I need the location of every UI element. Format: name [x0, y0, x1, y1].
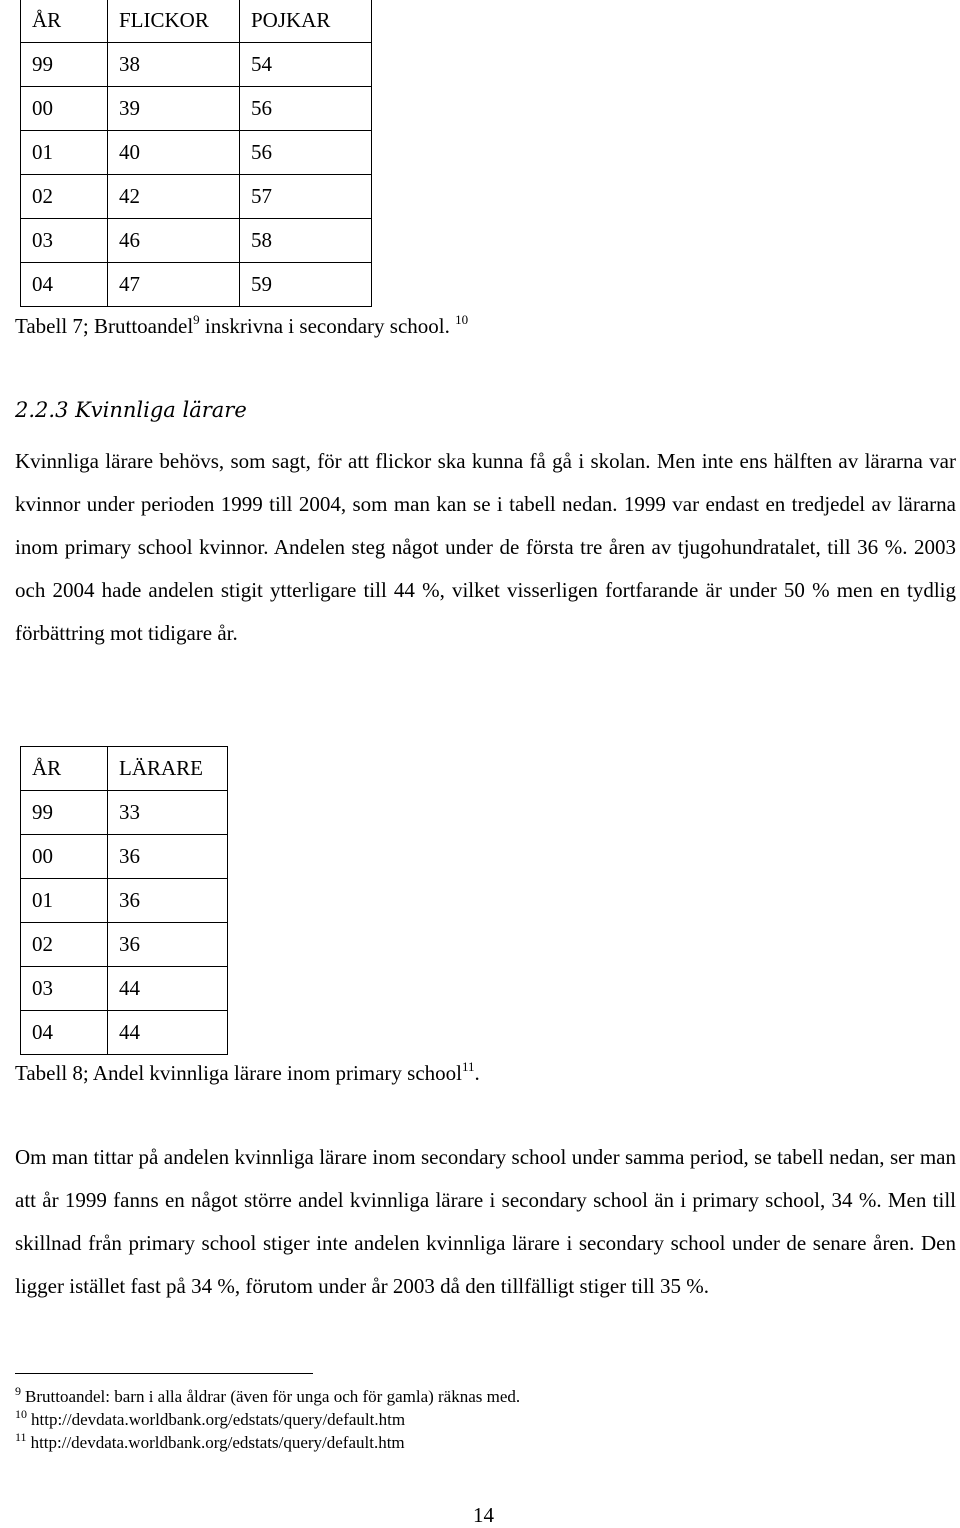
- table-row: [21, 1011, 228, 1055]
- table-header-cell: FLICKOR: [108, 0, 240, 43]
- table-row: [21, 263, 372, 307]
- footnote-ref[interactable]: 9: [193, 312, 200, 327]
- table-cell: 01: [21, 131, 108, 175]
- table-cell: 00: [21, 87, 108, 131]
- table-cell: 99: [21, 43, 108, 87]
- table-cell: 44: [108, 967, 228, 1011]
- teachers-table: [20, 746, 228, 1055]
- table-row: [21, 131, 372, 175]
- table-cell: 57: [240, 175, 372, 219]
- table-header-cell: POJKAR: [240, 0, 372, 43]
- body-paragraph: Om man tittar på andelen kvinnliga lärare inom secondary school under samma period, se tabell nedan, ser man att år 1999 fanns en något större andel kvinnliga lärare i secondary school än i primary school, 34 %. Men till skillnad från primary school stiger inte andelen kvinnliga lärare i secondary school under de senare åren. Den ligger istället fast på 34 %, förutom under år 2003 då den tillfälligt stiger till 35 %.: [15, 1145, 956, 1298]
- caption-text: Tabell 7; Bruttoandel: [15, 314, 194, 338]
- footnote-ref[interactable]: 11: [462, 1059, 475, 1074]
- table-cell: 56: [240, 87, 372, 131]
- footnote-number: 11: [15, 1430, 27, 1444]
- page-number: 14: [473, 1503, 494, 1527]
- table-header-cell: LÄRARE: [108, 747, 228, 791]
- footnote-ref[interactable]: 10: [455, 312, 469, 327]
- table-header-row: [21, 0, 372, 43]
- table-cell: 02: [21, 175, 108, 219]
- table-caption: [15, 314, 468, 339]
- table-row: [21, 219, 372, 263]
- table-cell: 33: [108, 791, 228, 835]
- footnote-link[interactable]: http://devdata.worldbank.org/edstats/query/default.htm: [30, 1433, 405, 1452]
- table-cell: 44: [108, 1011, 228, 1055]
- table-cell: 36: [108, 923, 228, 967]
- footnote-separator: [15, 1373, 313, 1374]
- table-cell: 36: [108, 879, 228, 923]
- footnote: [15, 1430, 405, 1453]
- footnote-number: 9: [15, 1384, 21, 1398]
- table-cell: 58: [240, 219, 372, 263]
- table-header-row: [21, 747, 228, 791]
- table-row: [21, 43, 372, 87]
- table-row: [21, 879, 228, 923]
- table-header-cell: ÅR: [21, 0, 108, 43]
- caption-text: inskrivna i secondary school.: [199, 314, 450, 338]
- table-row: [21, 87, 372, 131]
- table-row: [21, 791, 228, 835]
- table-cell: 40: [108, 131, 240, 175]
- table-row: [21, 835, 228, 879]
- table-cell: 42: [108, 175, 240, 219]
- table-cell: 99: [21, 791, 108, 835]
- table-cell: 00: [21, 835, 108, 879]
- table-cell: 04: [21, 263, 108, 307]
- table-cell: 47: [108, 263, 240, 307]
- footnote-number: 10: [15, 1407, 27, 1421]
- caption-text: .: [474, 1061, 480, 1085]
- table-header-cell: ÅR: [21, 747, 108, 791]
- footnote-text: Bruttoandel: barn i alla åldrar (även för unga och för gamla) räknas med.: [25, 1387, 521, 1406]
- footnote: [15, 1384, 521, 1407]
- table-row: [21, 967, 228, 1011]
- table-cell: 59: [240, 263, 372, 307]
- table-row: [21, 175, 372, 219]
- table-cell: 01: [21, 879, 108, 923]
- footnote-link[interactable]: http://devdata.worldbank.org/edstats/query/default.htm: [31, 1410, 406, 1429]
- table-cell: 38: [108, 43, 240, 87]
- table-row: [21, 923, 228, 967]
- table-cell: 39: [108, 87, 240, 131]
- caption-text: Tabell 8; Andel kvinnliga lärare inom primary school: [15, 1061, 462, 1085]
- body-paragraph: Kvinnliga lärare behövs, som sagt, för att flickor ska kunna få gå i skolan. Men inte ens hälften av lärarna var kvinnor under perioden 1999 till 2004, som man kan se i tabell nedan. 1999 var endast en tredjedel av lärarna inom primary school kvinnor. Andelen steg något under de första tre åren av tjugohundratalet, till 36 %. 2003 och 2004 hade andelen stigit ytterligare till 44 %, vilket visserligen fortfarande är under 50 % men en tydlig förbättring mot tidigare år.: [15, 449, 956, 645]
- table-cell: 03: [21, 219, 108, 263]
- table-cell: 54: [240, 43, 372, 87]
- table-cell: 36: [108, 835, 228, 879]
- table-caption: [15, 1061, 480, 1086]
- table-cell: 56: [240, 131, 372, 175]
- footnote: [15, 1407, 406, 1430]
- enrollment-table: [20, 0, 372, 307]
- table-cell: 03: [21, 967, 108, 1011]
- table-cell: 04: [21, 1011, 108, 1055]
- table-cell: 46: [108, 219, 240, 263]
- section-heading: 2.2.3 Kvinnliga lärare: [15, 398, 247, 422]
- table-cell: 02: [21, 923, 108, 967]
